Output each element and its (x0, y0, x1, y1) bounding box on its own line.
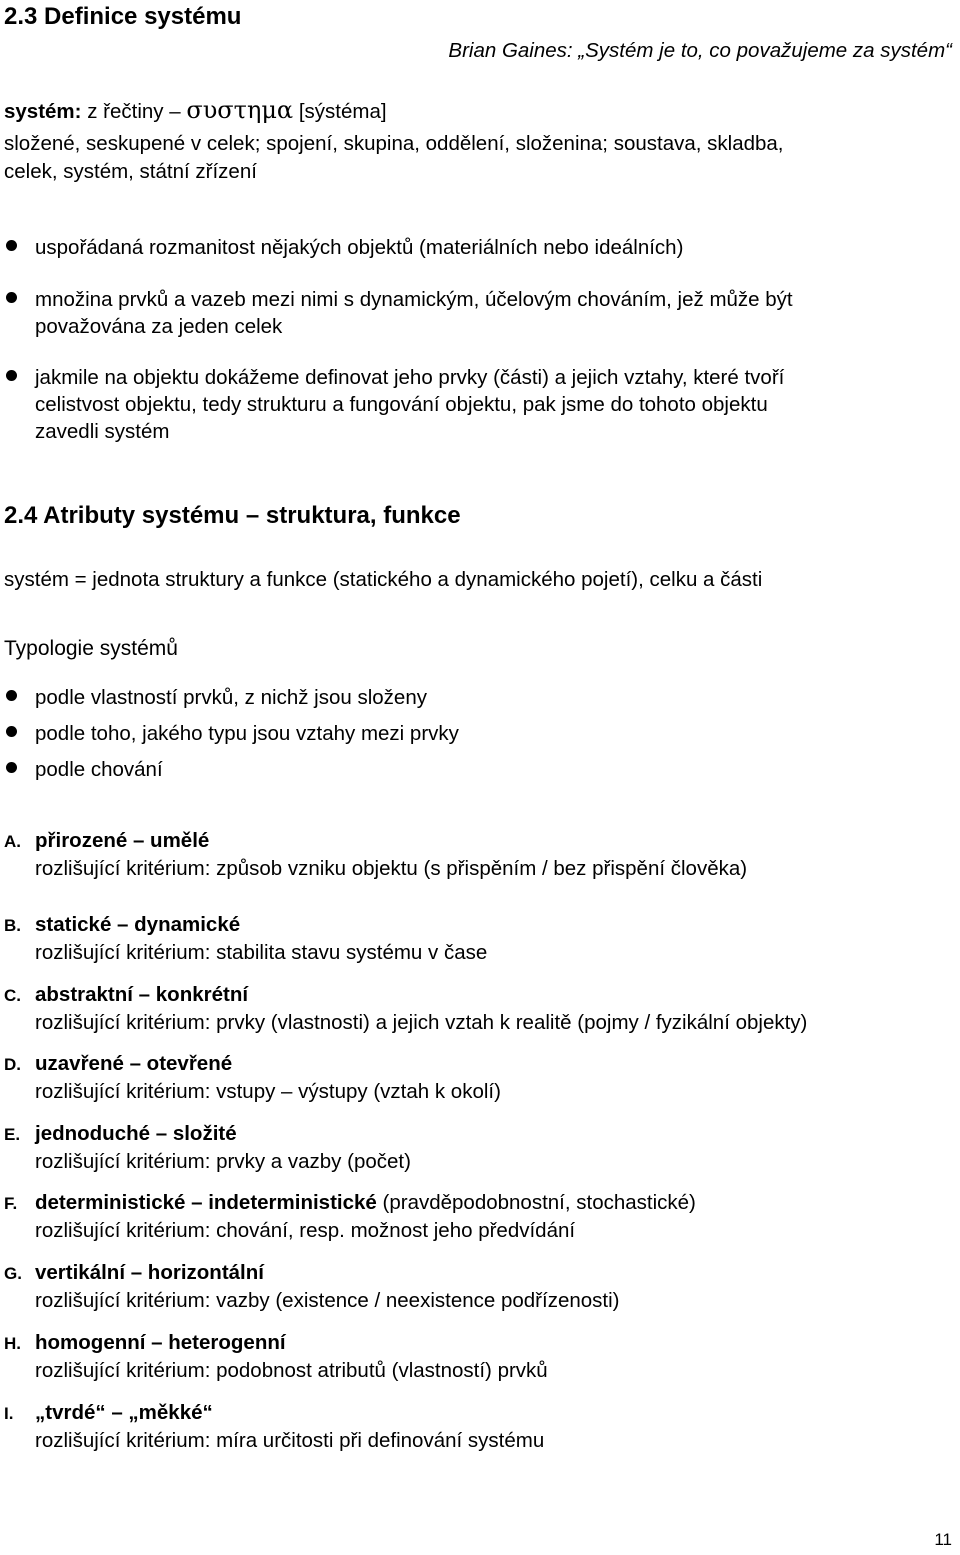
type-title: deterministické – indeterministické (pravděpodobnostní, stochastické) (35, 1191, 696, 1214)
definition-line-2: složené, seskupené v celek; spojení, skupina, oddělení, složenina; soustava, skladba, (4, 132, 784, 155)
type-description: rozlišující kritérium: prvky (vlastnosti) a jejich vztah k realitě (pojmy / fyzikální objekty) (35, 1011, 808, 1034)
typology-bullet-3: podle chování (35, 758, 163, 781)
type-description: rozlišující kritérium: míra určitosti při definování systému (35, 1429, 545, 1452)
type-title: „tvrdé“ – „měkké“ (35, 1401, 213, 1424)
type-letter: G. (4, 1264, 22, 1283)
bullet-dot (6, 240, 17, 251)
type-title: jednoduché – složité (35, 1122, 237, 1145)
type-description: rozlišující kritérium: vstupy – výstupy (vztah k okolí) (35, 1080, 501, 1103)
section-title-2-3: 2.3 Definice systému (4, 3, 242, 30)
type-letter: A. (4, 832, 21, 851)
type-title: vertikální – horizontální (35, 1261, 264, 1284)
definition-bullet-3-line-2: celistvost objektu, tedy strukturu a fungování objektu, pak jsme do tohoto objektu (35, 393, 768, 416)
type-description: rozlišující kritérium: podobnost atributů (vlastností) prvků (35, 1359, 548, 1382)
definition-bullet-3-line-1: jakmile na objektu dokážeme definovat jeho prvky (části) a jejich vztahy, které tvoří (35, 366, 785, 389)
type-letter: C. (4, 986, 21, 1005)
definition-origin: z řečtiny – (81, 100, 187, 123)
definition-bullet-2-line-1: množina prvků a vazeb mezi nimi s dynamickým, účelovým chováním, jež může být (35, 288, 793, 311)
bullet-dot (6, 726, 17, 737)
definition-bullet-2-line-2: považována za jeden celek (35, 315, 283, 338)
bullet-dot (6, 762, 17, 773)
bullet-dot (6, 690, 17, 701)
greek-word: συστημα (186, 96, 294, 124)
page-number: 11 (934, 1530, 952, 1549)
type-description: rozlišující kritérium: stabilita stavu systému v čase (35, 941, 488, 964)
typology-heading: Typologie systémů (4, 637, 178, 660)
type-letter: H. (4, 1334, 21, 1353)
type-letter: I. (4, 1404, 14, 1423)
bullet-dot (6, 292, 17, 303)
type-description: rozlišující kritérium: vazby (existence / neexistence podřízenosti) (35, 1289, 620, 1312)
bullet-dot (6, 370, 17, 381)
section-title-2-4: 2.4 Atributy systému – struktura, funkce (4, 502, 461, 529)
quote: Brian Gaines: „Systém je to, co považujeme za systém“ (448, 39, 952, 62)
type-letter: F. (4, 1194, 18, 1213)
definition-term: systém: (4, 100, 82, 123)
definition-line-3: celek, systém, státní zřízení (4, 160, 257, 183)
type-letter: B. (4, 916, 21, 935)
type-description: rozlišující kritérium: prvky a vazby (počet) (35, 1150, 411, 1173)
definition-bullet-1: uspořádaná rozmanitost nějakých objektů (materiálních nebo ideálních) (35, 236, 684, 259)
type-title: statické – dynamické (35, 913, 241, 936)
type-description: rozlišující kritérium: chování, resp. možnost jeho předvídání (35, 1219, 576, 1242)
typology-bullet-2: podle toho, jakého typu jsou vztahy mezi prvky (35, 722, 459, 745)
system-statement: systém = jednota struktury a funkce (statického a dynamického pojetí), celku a části (4, 568, 763, 591)
type-letter: E. (4, 1125, 21, 1144)
type-description: rozlišující kritérium: způsob vzniku objektu (s přispěním / bez přispění člověka) (35, 857, 748, 880)
type-title: abstraktní – konkrétní (35, 983, 249, 1006)
type-title: uzavřené – otevřené (35, 1052, 233, 1075)
definition-line-1 (4, 97, 387, 125)
type-title: homogenní – heterogenní (35, 1331, 286, 1354)
typology-bullet-1: podle vlastností prvků, z nichž jsou složeny (35, 686, 427, 709)
type-letter: D. (4, 1055, 21, 1074)
type-title: přirozené – umělé (35, 829, 210, 852)
definition-bullet-3-line-3: zavedli systém (35, 420, 170, 443)
definition-pronunciation: [sýstéma] (293, 100, 387, 123)
